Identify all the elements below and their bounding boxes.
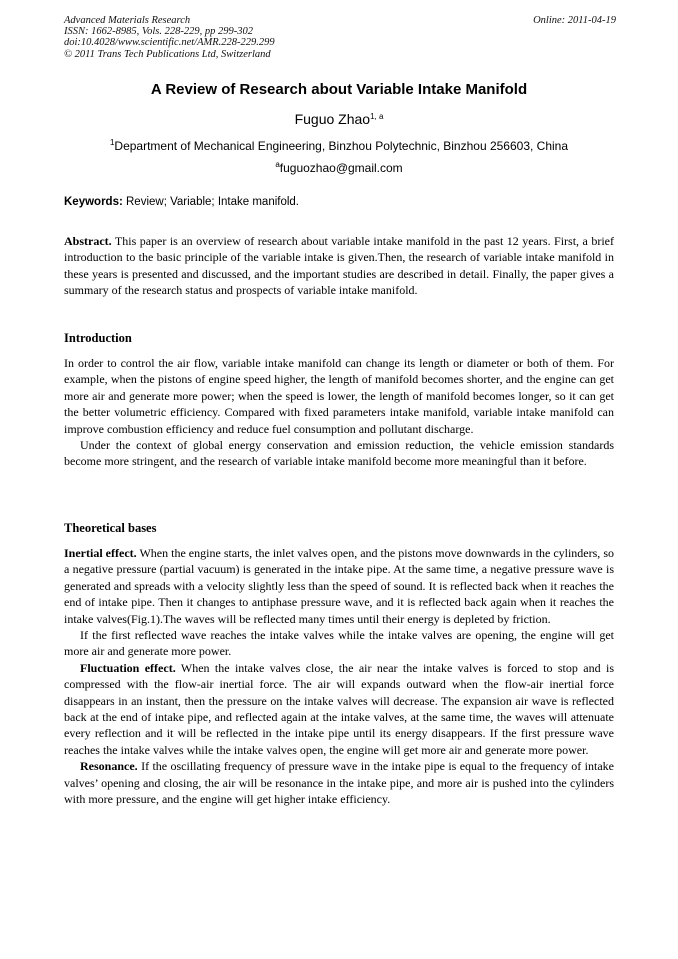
journal-doi: doi:10.4028/www.scientific.net/AMR.228-229.299	[64, 37, 275, 49]
fluctuation-effect-label: Fluctuation effect.	[80, 660, 176, 675]
inertial-effect-text: When the engine starts, the inlet valves open, and the pistons move downwards in the cylinders, so a negative pressure (partial vacuum) is generated in the intake pipe. At the same time, a negative pressure wave is generated and spreads with a velocity slightly less than the speed of sound. It is reflected back when it reaches the end of intake pipe. Then it changes to antiphase pressure wave, and it is reflected back again when it reaches the intake valves(Fig.1).The waves will be reflected many times until their energy is depleted by friction.	[64, 546, 614, 626]
resonance-text: If the oscillating frequency of pressure wave in the intake pipe is equal to the frequency of intake valves’ opening and closing, the air will be resonance in the intake pipe, and more air is pushed into the cylinders with more pressure, and the engine will get higher intake efficiency.	[64, 759, 614, 807]
author-line	[0, 111, 678, 127]
paper-title: A Review of Research about Variable Intake Manifold	[150, 81, 528, 98]
email-line	[0, 161, 678, 175]
introduction-heading: Introduction	[64, 331, 132, 345]
keywords-text: Review; Variable; Intake manifold.	[122, 196, 300, 208]
introduction-section	[64, 355, 614, 470]
theoretical-bases-section	[64, 545, 614, 808]
introduction-paragraph-1: In order to control the air flow, variable intake manifold can change its length or diameter or both of them. For example, when the pistons of engine speed higher, the length of manifold becomes shorter, and the engine can get more air and generate more power; when the speed is lower, the length of manifold becomes longer, so it can get the better volumetric efficiency. Compared with fixed parameters intake manifold, variable intake manifold can improve combustion efficiency and reduce fuel consumption and pollutant discharge.	[64, 356, 614, 436]
email-superscript: a	[275, 160, 280, 169]
author-name: Fuguo Zhao	[294, 111, 371, 127]
keywords-line	[64, 196, 616, 208]
email-address: fuguozhao@gmail.com	[279, 161, 403, 175]
affiliation-line	[0, 139, 678, 153]
theoretical-bases-heading: Theoretical bases	[64, 521, 157, 535]
inertial-effect-label: Inertial effect.	[64, 546, 137, 560]
abstract-section	[64, 233, 614, 299]
abstract-text: This paper is an overview of research about variable intake manifold in the past 12 years. First, a brief introduction to the basic principle of the variable intake is given.Then, the research of variable intake manifold in these years is presented and discussed, and the important studies are described in detail. Finally, the paper gives a summary of the research status and prospects of variable intake manifold.	[64, 234, 614, 298]
journal-copyright: © 2011 Trans Tech Publications Ltd, Switzerland	[64, 48, 271, 60]
fluctuation-effect-text: When the intake valves close, the air near the intake valves is forced to stop and is compressed with the flow-air inertial force. The air will expands outward when the flow-air inertial force disappears in an instant, then the pressure on the intake valves will decrease. The expansion air wave is reflected back at the end of intake pipe, and reflected again at the intake valves, at the same time, the waves will attenuate every reflection and it will be reflected in the intake pipe until its energy disappears. If the first pressure wave reaches the intake valves while the intake valves open, the engine will get more air and generate more power.	[64, 660, 614, 757]
abstract-label: Abstract.	[64, 234, 112, 248]
affiliation-text: Department of Mechanical Engineering, Binzhou Polytechnic, Binzhou 256603, China	[114, 139, 569, 153]
author-superscript: 1, a	[370, 112, 384, 121]
inertial-effect-paragraph	[64, 545, 614, 627]
keywords-label: Keywords:	[64, 196, 123, 208]
resonance-paragraph	[64, 758, 614, 807]
journal-header	[64, 15, 616, 60]
fluctuation-effect-paragraph	[64, 660, 614, 758]
journal-name: Advanced Materials Research	[64, 15, 191, 26]
abstract-paragraph	[64, 233, 614, 299]
journal-issn: ISSN: 1662-8985, Vols. 228-229, pp 299-302	[64, 26, 253, 38]
introduction-paragraph-2: Under the context of global energy conservation and emission reduction, the vehicle emission standards become more stringent, and the research of variable intake manifold become more meaningful than it before.	[64, 438, 614, 469]
inertial-effect-paragraph-2: If the first reflected wave reaches the intake valves while the intake valves are opening, the engine will get more air and generate more power.	[64, 628, 614, 659]
resonance-label: Resonance.	[80, 759, 138, 774]
online-date: Online: 2011-04-19	[533, 15, 616, 26]
affiliation-superscript: 1	[109, 138, 115, 147]
